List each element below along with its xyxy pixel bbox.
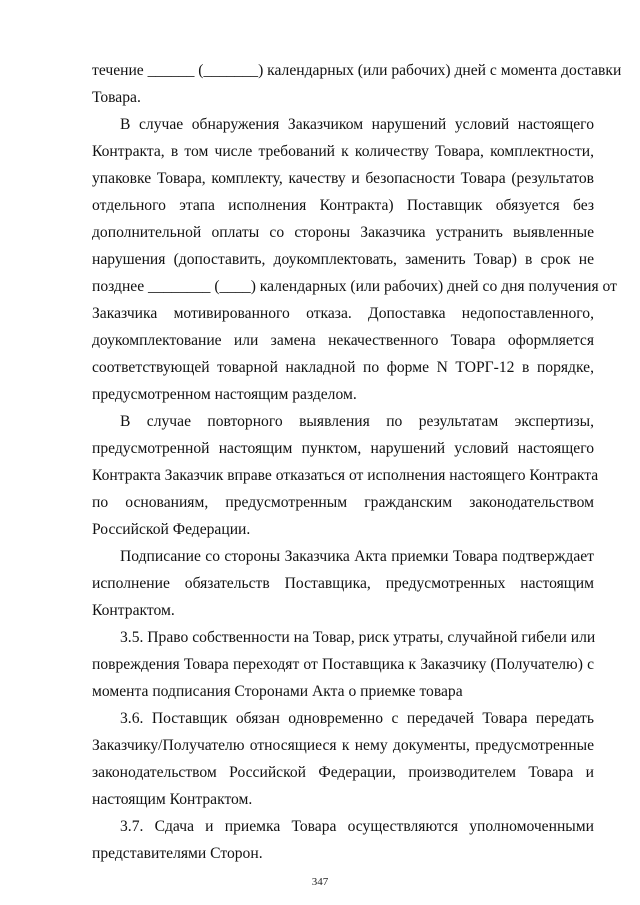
text-line: В случае повторного выявления по результатам экспертизы, — [120, 413, 594, 430]
text-line: 3.5. Право собственности на Товар, риск утраты, случайной гибели или — [120, 629, 596, 646]
text-line: 3.7. Сдача и приемка Товара осуществляются уполномоченными — [120, 818, 594, 835]
text-line: повреждения Товара переходят от Поставщика к Заказчику (Получателю) с — [92, 656, 594, 673]
text-line: В случае обнаружения Заказчиком нарушений условий настоящего — [120, 116, 594, 133]
text-line: упаковке Товара, комплекту, качеству и безопасности Товара (результатов — [92, 170, 594, 187]
text-line: Подписание со стороны Заказчика Акта приемки Товара подтверждает — [120, 548, 594, 565]
text-line: позднее ________ (____) календарных (или рабочих) дней со дня получения от — [92, 278, 617, 295]
text-line: по основаниям, предусмотренным гражданским законодательством — [92, 494, 594, 511]
text-line: нарушения (допоставить, доукомплектовать, заменить Товар) в срок не — [92, 251, 594, 268]
text-line: Контракта Заказчик вправе отказаться от исполнения настоящего Контракта — [92, 467, 599, 484]
text-line: течение ______ (_______) календарных (или рабочих) дней с момента доставки — [92, 62, 622, 79]
text-line: момента подписания Сторонами Акта о приемке товара — [92, 683, 463, 700]
text-line: дополнительной оплаты со стороны Заказчика устранить выявленные — [92, 224, 594, 241]
text-line: исполнение обязательств Поставщика, предусмотренных настоящим — [92, 575, 594, 592]
text-line: отдельного этапа исполнения Контракта) Поставщик обязуется без — [92, 197, 594, 214]
text-line: представителями Сторон. — [92, 845, 263, 862]
text-line: Заказчику/Получателю относящиеся к нему документы, предусмотренные — [92, 737, 594, 754]
text-line: предусмотренном настоящим разделом. — [92, 386, 357, 403]
text-line: предусмотренной настоящим пунктом, нарушений условий настоящего — [92, 440, 594, 457]
text-line: Товара. — [92, 89, 141, 106]
page-number: 347 — [311, 876, 329, 888]
text-line: Заказчика мотивированного отказа. Допоставка недопоставленного, — [92, 305, 594, 322]
text-line: 3.6. Поставщик обязан одновременно с передачей Товара передать — [120, 710, 594, 727]
text-line: доукомплектование или замена некачественного Товара оформляется — [92, 332, 594, 349]
text-line: Российской Федерации. — [92, 521, 251, 538]
text-line: настоящим Контрактом. — [92, 791, 253, 808]
text-line: Контрактом. — [92, 602, 175, 619]
text-line: Контракта, в том числе требований к количеству Товара, комплектности, — [92, 143, 594, 160]
text-line: законодательством Российской Федерации, производителем Товара и — [92, 764, 594, 781]
text-line: соответствующей товарной накладной по форме N ТОРГ-12 в порядке, — [92, 359, 594, 376]
